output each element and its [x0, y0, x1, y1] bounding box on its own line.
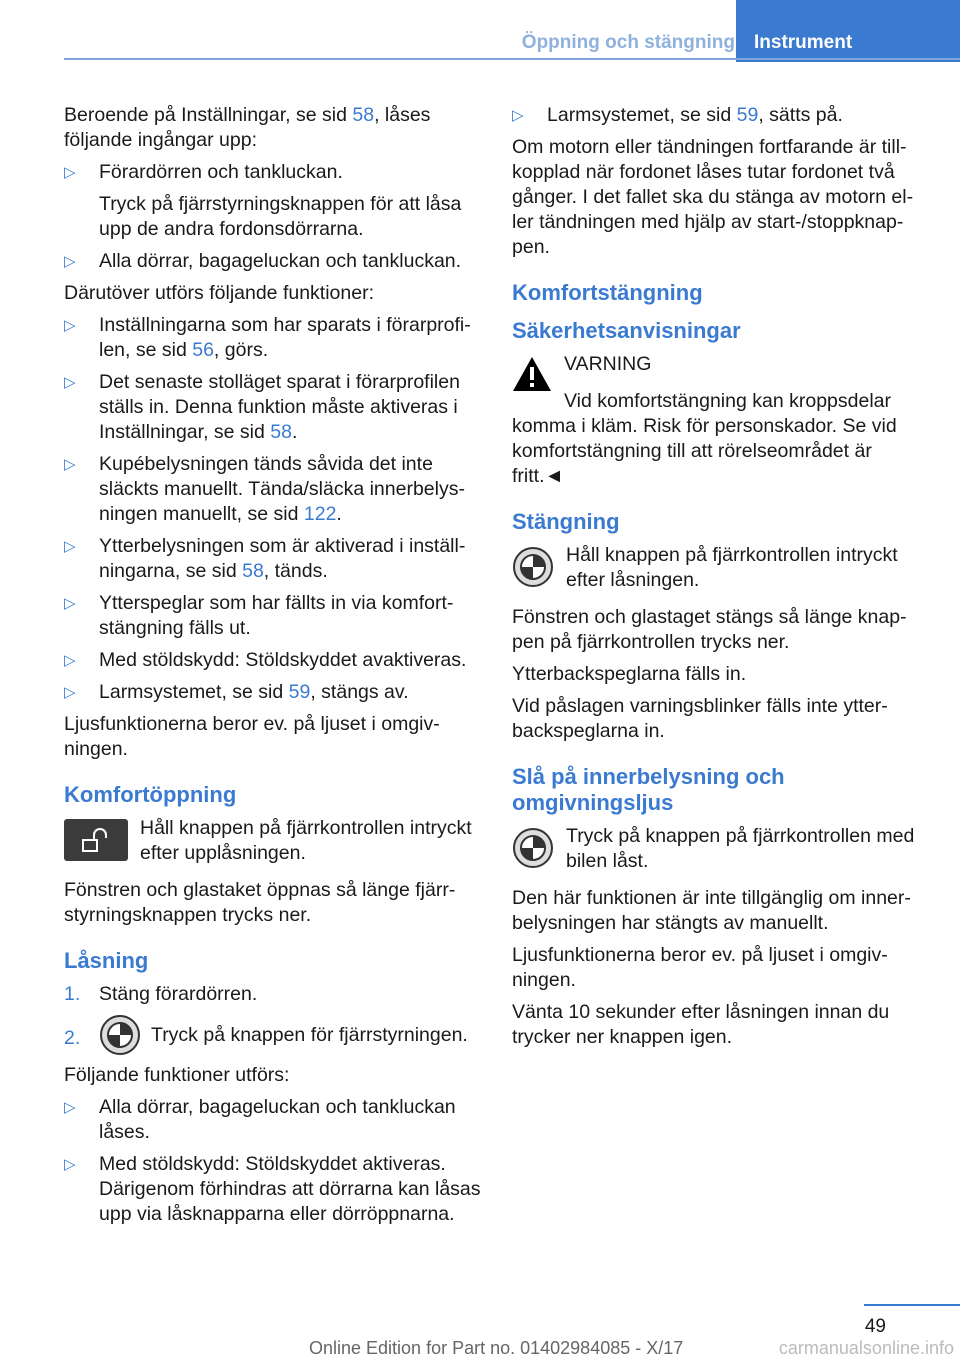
header-rule — [64, 58, 960, 60]
page-link[interactable]: 59 — [736, 104, 759, 126]
intro-paragraph: Beroende på Inställningar, se sid 58, låses följande ingångar upp: — [64, 104, 431, 151]
triangle-bullet-icon: ▷ — [64, 456, 76, 473]
chapter-tab[interactable]: Instrument — [736, 0, 960, 62]
section-tab[interactable]: Öppning och stängning — [521, 32, 735, 53]
triangle-bullet-icon: ▷ — [64, 317, 76, 334]
page-number: 49 — [864, 1316, 886, 1337]
triangle-bullet-icon: ▷ — [64, 253, 76, 270]
alarm-list — [512, 103, 922, 128]
warning-text: Vid komfortstängning kan kroppsdelar komma i kläm. Risk för personskador. Se vid komfortstängning till att rörelseområdet är fritt.◄ — [512, 390, 897, 487]
list-item: ▷ Inställningarna som har sparats i förarprofilen, se sid 56, görs. — [64, 314, 471, 361]
page-link[interactable]: 122 — [303, 503, 337, 525]
paragraph: Fönstren och glastaket öppnas så länge fjärrstyrningsknappen trycks ner. — [64, 879, 456, 926]
list-item: ▷ Förardörren och tankluckan. Tryck på fjärrstyrningsknappen för att låsa upp de andra fordonsdörrarna. — [64, 161, 462, 240]
edition-text: Online Edition for Part no. 01402984085 - X/17 — [309, 1338, 684, 1358]
unlock-button-icon — [64, 819, 128, 861]
heading-lasning: Låsning — [64, 948, 149, 973]
triangle-bullet-icon: ▷ — [64, 595, 76, 612]
functions-list — [64, 313, 484, 705]
bmw-key-icon — [512, 546, 554, 588]
list-item: ▷ Larmsystemet, se sid 59, sätts på. — [512, 104, 843, 126]
heading-stangning: Stängning — [512, 509, 620, 534]
triangle-bullet-icon: ▷ — [64, 1156, 76, 1173]
page-header — [64, 0, 960, 60]
locking-steps — [64, 982, 484, 1056]
list-item: ▷ Larmsystemet, se sid 59, stängs av. — [64, 681, 409, 703]
paragraph: Ytterbackspeglarna fälls in. — [512, 663, 747, 685]
warning-title: VARNING — [564, 353, 652, 375]
page-link[interactable]: 58 — [270, 421, 292, 443]
list-item: ▷ Alla dörrar, bagageluckan och tankluckan. — [64, 250, 462, 272]
list-item: ▷ Alla dörrar, bagageluckan och tankluckan låses. — [64, 1096, 456, 1143]
bmw-key-icon — [512, 827, 554, 869]
page-link[interactable]: 59 — [288, 681, 311, 703]
komfort-text: Håll knappen på fjärrkontrollen intryckt efter upplåsningen. — [140, 817, 472, 864]
lock-functions-list — [64, 1095, 484, 1227]
list-item: ▷ Ytterspeglar som har fällts in via komfortstängning fälls ut. — [64, 592, 454, 639]
triangle-bullet-icon: ▷ — [64, 164, 76, 181]
triangle-bullet-icon: ▷ — [512, 107, 524, 124]
komfort-icon-row — [64, 816, 484, 866]
triangle-bullet-icon: ▷ — [64, 652, 76, 669]
heading-sakerhetsanvisningar: Säkerhetsanvisningar — [512, 318, 741, 343]
paragraph: Om motorn eller tändningen fortfarande är tillkopplad när fordonet låses tutar fordonet två gånger. I det fallet ska du stänga av motorn eller tändningen med hjälp av start-/stoppknappen. — [512, 136, 914, 258]
list-item: ▷ Med stöldskydd: Stöldskyddet aktiveras. Därigenom förhindras att dörrarna kan låsas upp via låsknapparna eller dörröppnarna. — [64, 1153, 481, 1225]
list-item: ▷ Ytterbelysningen som är aktiverad i inställningarna, se sid 58, tänds. — [64, 535, 466, 582]
heading-sla-pa-innerbelysning: Slå på innerbelysning och omgivningsljus — [512, 764, 785, 815]
page-link[interactable]: 58 — [352, 104, 375, 126]
paragraph: Ljusfunktionerna beror ev. på ljuset i omgivningen. — [64, 713, 440, 760]
step-item: 2. Tryck på knappen för fjärrstyrningen. — [64, 1014, 484, 1056]
list-item: ▷ Det senaste stolläget sparat i förarprofilen ställs in. Denna funktion måste aktiveras i Inställningar, se sid 58. — [64, 371, 460, 443]
triangle-bullet-icon: ▷ — [64, 684, 76, 701]
heading-komfortoppning: Komfortöppning — [64, 782, 237, 807]
watermark: carmanualsonline.info — [778, 1338, 954, 1358]
sla-icon-row — [512, 824, 922, 874]
paragraph: Följande funktioner utförs: — [64, 1064, 290, 1086]
left-column — [64, 103, 484, 1234]
paragraph: Ljusfunktionerna beror ev. på ljuset i omgivningen. — [512, 944, 888, 991]
stangning-text: Håll knappen på fjärrkontrollen intryckt efter låsningen. — [566, 544, 898, 591]
warning-block — [512, 352, 922, 489]
list-item: ▷ Med stöldskydd: Stöldskyddet avaktiveras. — [64, 649, 467, 671]
stangning-icon-row — [512, 543, 922, 593]
page-link[interactable]: 56 — [192, 339, 214, 361]
step-item: 1. Stäng förardörren. — [64, 983, 258, 1005]
paragraph: Fönstren och glastaget stängs så länge knappen på fjärrkontrollen trycks ner. — [512, 606, 907, 653]
page-link[interactable]: 58 — [242, 560, 264, 582]
warning-icon — [512, 356, 552, 392]
paragraph: Vänta 10 sekunder efter låsningen innan du trycker ner knappen igen. — [512, 1001, 890, 1048]
footer-rule — [864, 1304, 960, 1306]
triangle-bullet-icon: ▷ — [64, 538, 76, 555]
list-item: ▷ Kupébelysningen tänds såvida det inte släckts manuellt. Tända/släcka innerbelysningen manuellt, se sid 122. — [64, 453, 465, 525]
paragraph: Därutöver utförs följande funktioner: — [64, 282, 375, 304]
bmw-key-icon — [99, 1014, 141, 1056]
sla-text: Tryck på knappen på fjärrkontrollen med bilen låst. — [566, 825, 915, 872]
triangle-bullet-icon: ▷ — [64, 1099, 76, 1116]
unlock-entries-list — [64, 160, 484, 274]
paragraph: Vid påslagen varningsblinker fälls inte ytterbackspeglarna in. — [512, 695, 888, 742]
triangle-bullet-icon: ▷ — [64, 374, 76, 391]
right-column — [512, 103, 922, 1057]
heading-komfortstangning: Komfortstängning — [512, 280, 703, 305]
paragraph: Den här funktionen är inte tillgänglig om innerbelysningen har stängts av manuellt. — [512, 887, 911, 934]
